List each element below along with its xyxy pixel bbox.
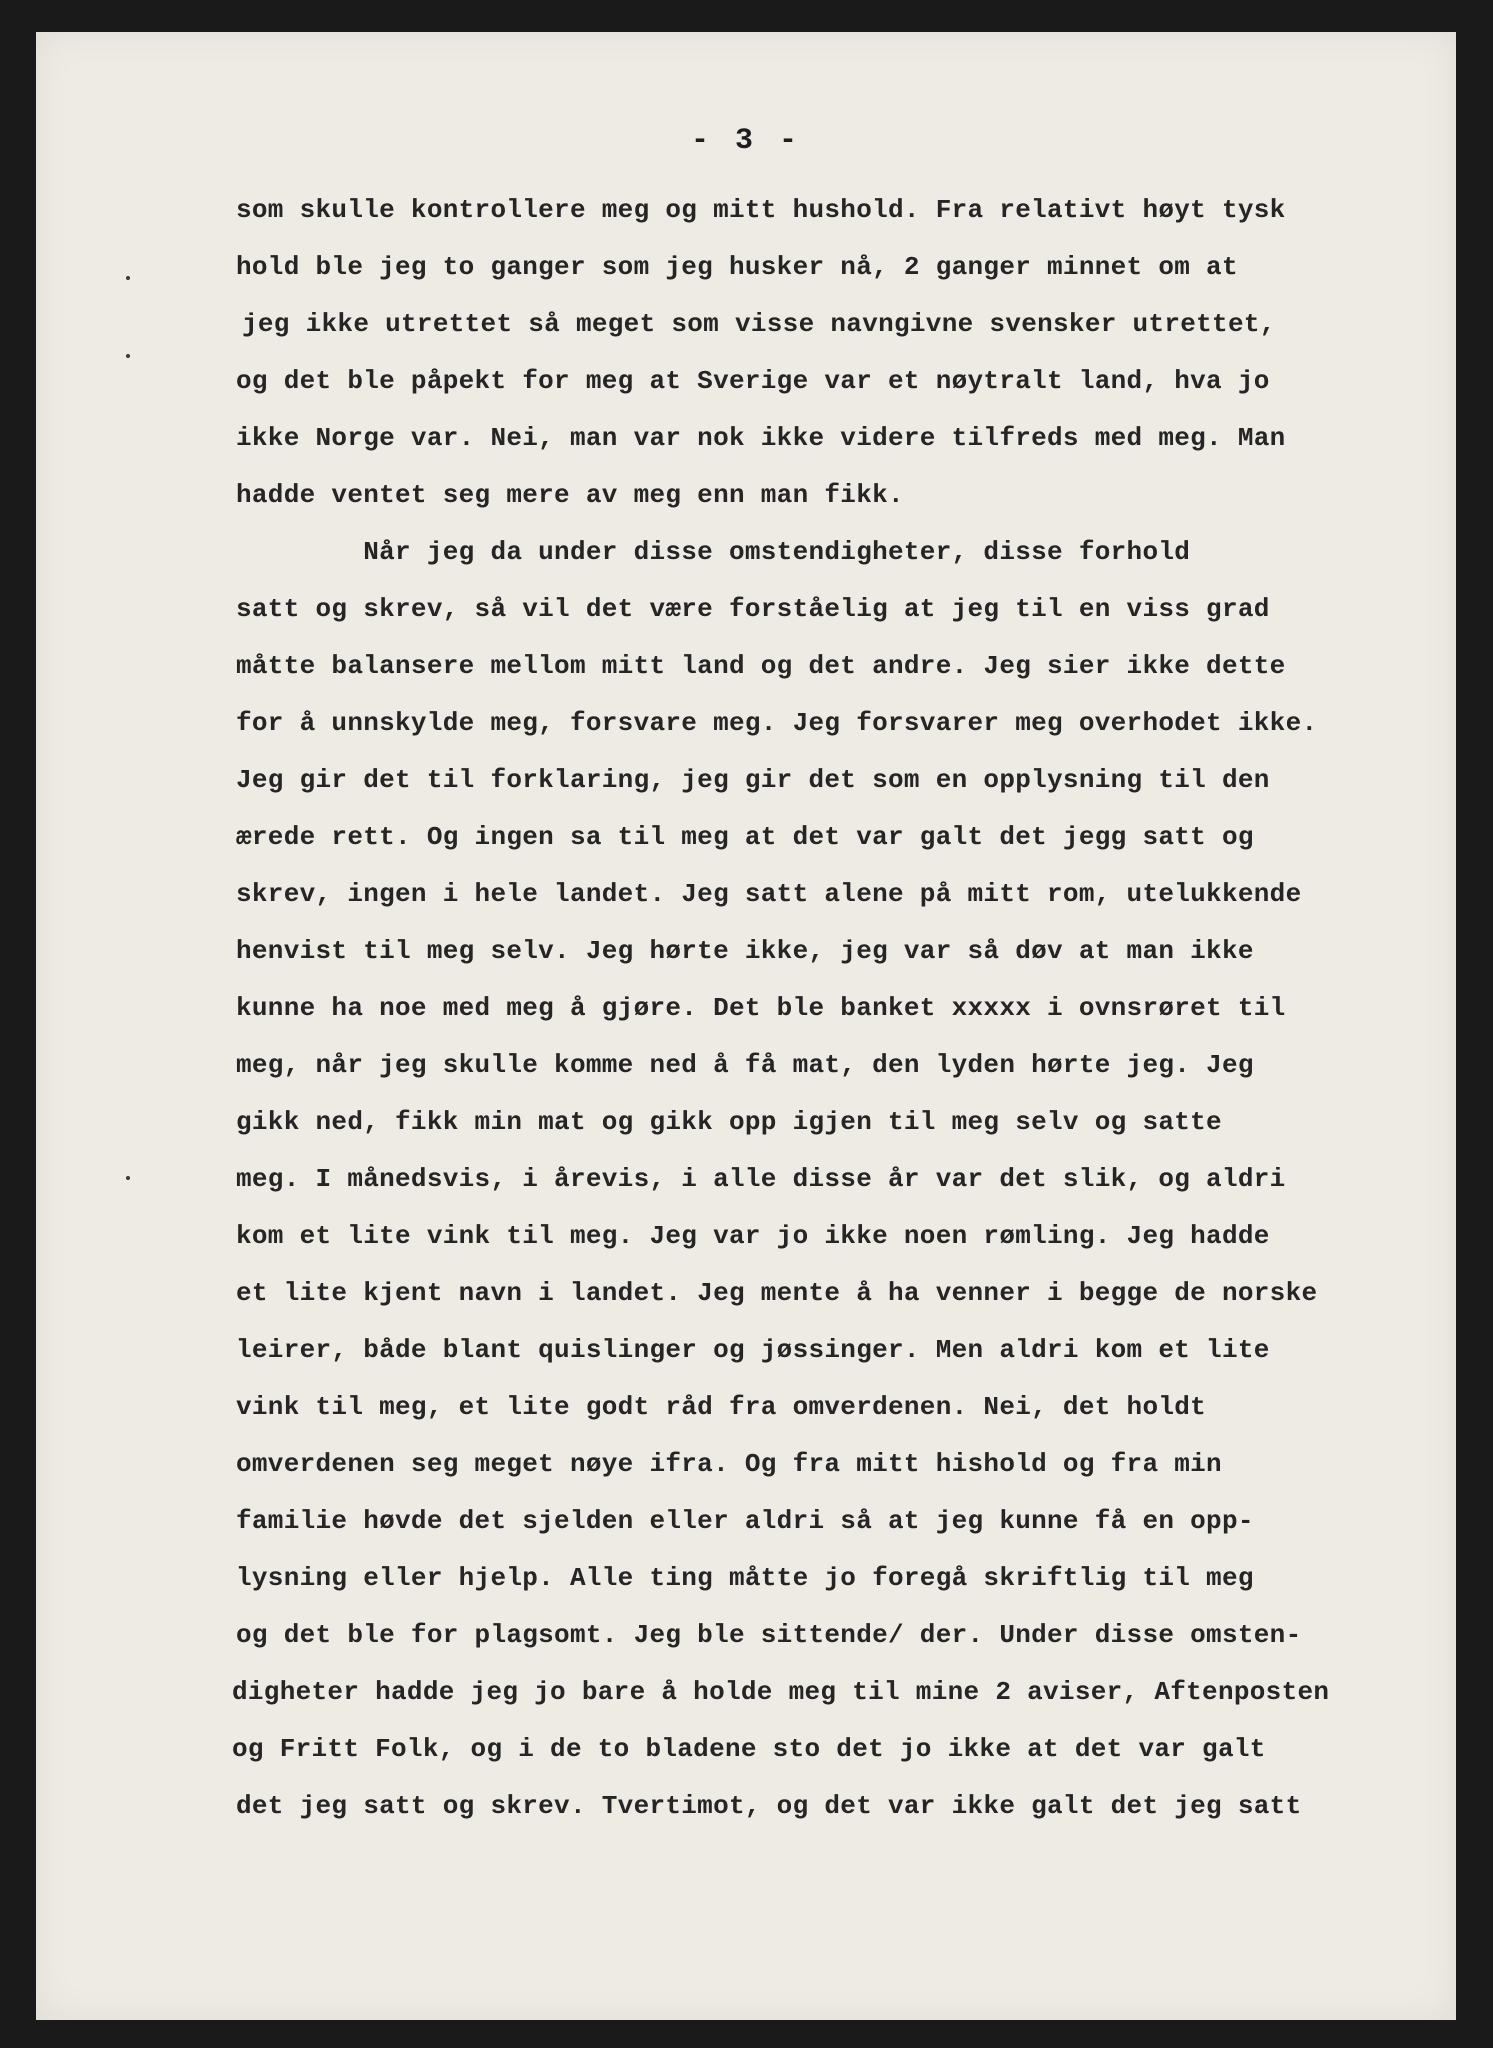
text-line: måtte balansere mellom mitt land og det andre. Jeg sier ikke dette (236, 651, 1286, 681)
text-line: jeg ikke utrettet så meget som visse navngivne svensker utrettet, (242, 309, 1276, 339)
text-line: og det ble påpekt for meg at Sverige var et nøytralt land, hva jo (236, 366, 1270, 396)
text-line: hadde ventet seg mere av meg enn man fikk. (236, 480, 904, 510)
text-line: for å unnskylde meg, forsvare meg. Jeg forsvarer meg overhodet ikke. (236, 708, 1318, 738)
text-line: skrev, ingen i hele landet. Jeg satt alene på mitt rom, utelukkende (236, 879, 1302, 909)
page-number: - 3 - (690, 124, 801, 158)
text-line: vink til meg, et lite godt råd fra omverdenen. Nei, det holdt (236, 1392, 1207, 1422)
text-line: gikk ned, fikk min mat og gikk opp igjen til meg selv og satte (236, 1107, 1222, 1137)
text-line: familie høvde det sjelden eller aldri så at jeg kunne få en opp- (236, 1506, 1254, 1536)
text-line: som skulle kontrollere meg og mitt hushold. Fra relativt høyt tysk (236, 195, 1286, 225)
typed-page (36, 32, 1456, 2020)
text-line: omverdenen seg meget nøye ifra. Og fra mitt hishold og fra min (236, 1449, 1222, 1479)
text-line: hold ble jeg to ganger som jeg husker nå, 2 ganger minnet om at (236, 252, 1238, 282)
text-line: leirer, både blant quislinger og jøssinger. Men aldri kom et lite (236, 1335, 1270, 1365)
text-line: Når jeg da under disse omstendigheter, disse forhold (236, 537, 1191, 567)
text-line: henvist til meg selv. Jeg hørte ikke, jeg var så døv at man ikke (236, 936, 1254, 966)
text-line: det jeg satt og skrev. Tvertimot, og det var ikke galt det jeg satt (236, 1791, 1302, 1821)
text-line: satt og skrev, så vil det være forståelig at jeg til en viss grad (236, 594, 1270, 624)
text-line: meg, når jeg skulle komme ned å få mat, den lyden hørte jeg. Jeg (236, 1050, 1254, 1080)
text-line: lysning eller hjelp. Alle ting måtte jo foregå skriftlig til meg (236, 1563, 1254, 1593)
text-line: ikke Norge var. Nei, man var nok ikke videre tilfreds med meg. Man (236, 423, 1286, 453)
text-line: kom et lite vink til meg. Jeg var jo ikke noen rømling. Jeg hadde (236, 1221, 1270, 1251)
text-line: ærede rett. Og ingen sa til meg at det var galt det jegg satt og (236, 822, 1254, 852)
text-line: og det ble for plagsomt. Jeg ble sittende/ der. Under disse omsten- (236, 1620, 1302, 1650)
text-line: meg. I månedsvis, i årevis, i alle disse år var det slik, og aldri (236, 1164, 1286, 1194)
text-line: et lite kjent navn i landet. Jeg mente å ha venner i begge de norske (236, 1278, 1318, 1308)
text-line: Jeg gir det til forklaring, jeg gir det som en opplysning til den (236, 765, 1270, 795)
typed-body-text (36, 32, 1456, 2020)
text-line: kunne ha noe med meg å gjøre. Det ble banket xxxxx i ovnsrøret til (236, 993, 1286, 1023)
text-line: og Fritt Folk, og i de to bladene sto det jo ikke at det var galt (232, 1734, 1266, 1764)
text-line: digheter hadde jeg jo bare å holde meg til mine 2 aviser, Aftenposten (232, 1677, 1330, 1707)
